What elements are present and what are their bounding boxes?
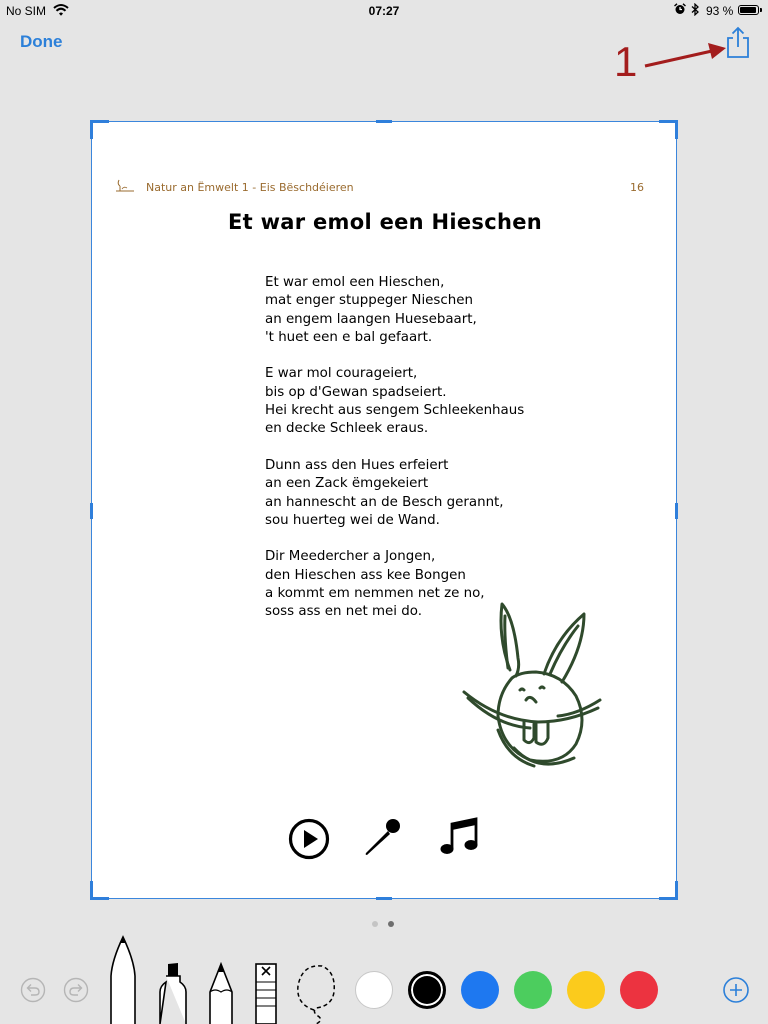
pen-tool[interactable]: [106, 934, 140, 1024]
carrier-label: No SIM: [6, 4, 47, 18]
rabbit-drawing-icon: [458, 598, 606, 778]
battery-fill: [740, 7, 756, 13]
microphone-icon[interactable]: [362, 816, 404, 858]
poem-line: sou huerteg wei de Wand.: [265, 512, 440, 528]
play-icon[interactable]: [288, 818, 330, 860]
poem-line: en decke Schleek eraus.: [265, 421, 429, 437]
poem-line: Hei krecht aus sengem Schleekenhaus: [265, 403, 525, 419]
poem-line: a kommt em nemmen net ze no,: [265, 586, 485, 602]
pencil-tool[interactable]: [206, 962, 236, 1024]
annotation-arrow-icon: [640, 38, 730, 72]
color-blue-swatch[interactable]: [461, 971, 499, 1009]
color-green-swatch[interactable]: [514, 971, 552, 1009]
poem-line: 't huet een e bal gefaart.: [265, 329, 433, 345]
status-bar: [0, 0, 768, 22]
poem-line: E war mol courageiert,: [265, 366, 418, 382]
battery-percent: 93 %: [706, 4, 734, 18]
color-white-swatch[interactable]: [355, 971, 393, 1009]
color-black-swatch[interactable]: [408, 971, 446, 1009]
alarm-icon: [674, 3, 686, 15]
book-section-title: Natur an Ëmwelt 1 - Eis Bëschdéieren: [146, 181, 354, 194]
lasso-tool[interactable]: [294, 962, 338, 1024]
leaf-logo-icon: [114, 178, 136, 194]
document-page[interactable]: [91, 121, 677, 899]
color-yellow-swatch[interactable]: [567, 971, 605, 1009]
poem-text: [265, 274, 524, 640]
done-button[interactable]: Done: [20, 32, 63, 51]
crop-handle-bottom[interactable]: [376, 897, 392, 900]
eraser-tool[interactable]: [252, 962, 280, 1024]
crop-handle-left[interactable]: [90, 503, 93, 519]
poem-line: Dir Meedercher a Jongen,: [265, 549, 436, 565]
poem-line: an hannescht an de Besch gerannt,: [265, 494, 504, 510]
poem-line: soss ass en net mei do.: [265, 604, 422, 620]
annotation-number: 1: [614, 38, 638, 85]
color-red-swatch[interactable]: [620, 971, 658, 1009]
redo-icon[interactable]: [63, 977, 89, 1003]
clock: 07:27: [368, 4, 400, 18]
crop-handle-top-right[interactable]: [659, 120, 678, 139]
poem-line: mat enger stuppeger Nieschen: [265, 293, 473, 309]
battery-icon: [738, 5, 759, 15]
crop-handle-bottom-right[interactable]: [659, 881, 678, 900]
poem-line: an een Zack ëmgekeiert: [265, 476, 429, 492]
poem-stanza: [265, 365, 524, 438]
crop-handle-top[interactable]: [376, 120, 392, 123]
crop-handle-top-left[interactable]: [90, 120, 109, 139]
poem-stanza: [265, 457, 524, 530]
poem-stanza: [265, 274, 524, 347]
poem-line: Dunn ass den Hues erfeiert: [265, 457, 449, 473]
page-dot-2[interactable]: [388, 921, 394, 927]
poem-title: Et war emol een Hieschen: [227, 210, 543, 234]
add-icon[interactable]: [722, 976, 750, 1004]
battery-tip: [760, 8, 762, 12]
page-dot-1[interactable]: [372, 921, 378, 927]
page-header: [114, 178, 644, 198]
page-number: 16: [630, 181, 644, 194]
crop-handle-right[interactable]: [675, 503, 678, 519]
marker-tool[interactable]: [156, 962, 190, 1024]
poem-line: bis op d'Gewan spadseiert.: [265, 384, 447, 400]
undo-icon[interactable]: [20, 977, 46, 1003]
crop-handle-bottom-left[interactable]: [90, 881, 109, 900]
poem-line: Et war emol een Hieschen,: [265, 275, 445, 290]
bluetooth-icon: [690, 3, 700, 16]
poem-line: den Hieschen ass kee Bongen: [265, 567, 466, 583]
poem-line: an engem laangen Huesebaart,: [265, 311, 477, 327]
music-note-icon[interactable]: [438, 816, 480, 858]
